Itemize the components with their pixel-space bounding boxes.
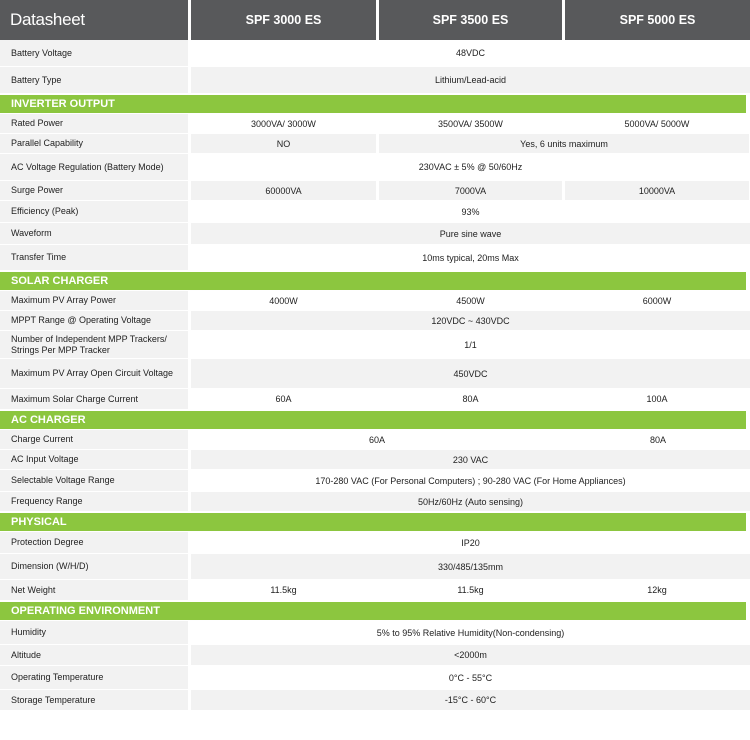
row-label: Selectable Voltage Range [0,470,188,491]
row-label: Operating Temperature [0,666,188,689]
row-label: Transfer Time [0,245,188,270]
row-parallel-capability [0,134,750,154]
section-solar-charger: SOLAR CHARGER [0,272,746,290]
value-model-1: 60000VA [191,181,376,200]
row-label: Parallel Capability [0,134,188,153]
row-label: Maximum Solar Charge Current [0,389,188,409]
row-label: Charge Current [0,430,188,449]
row-label: Humidity [0,621,188,644]
datasheet-title: Datasheet [0,0,188,40]
header-row [0,0,750,40]
value-model-2-3: Yes, 6 units maximum [379,134,749,153]
row-value: 230VAC ± 5% @ 50/60Hz [191,154,750,180]
row-value: Pure sine wave [191,223,750,244]
row-label: Battery Voltage [0,40,188,66]
value-model-1-2: 60A [191,430,563,449]
row-value: 450VDC [191,359,750,388]
row-value: IP20 [191,532,750,553]
row-label: Surge Power [0,181,188,200]
row-label: Net Weight [0,580,188,600]
row-value: 10ms typical, 20ms Max [191,245,750,270]
row-waveform [0,223,750,245]
row-value: 5% to 95% Relative Humidity(Non-condensing) [191,621,750,644]
row-charge-current [0,430,750,450]
value-model-1: 3000VA/ 3000W [191,114,376,133]
row-transfer-time [0,245,750,271]
row-rated-power [0,114,750,134]
row-net-weight [0,580,750,601]
model-header-2: SPF 3500 ES [379,0,562,40]
row-value: 93% [191,201,750,222]
row-label: AC Voltage Regulation (Battery Mode) [0,154,188,180]
row-pv-open-circuit [0,359,750,389]
row-label: AC Input Voltage [0,450,188,469]
row-value: 50Hz/60Hz (Auto sensing) [191,492,750,511]
row-label: Frequency Range [0,492,188,511]
value-model-2: 4500W [379,291,562,310]
value-model-2: 80A [379,389,562,409]
row-ac-voltage-regulation [0,154,750,181]
row-value: 120VDC ~ 430VDC [191,311,750,330]
value-model-3: 10000VA [565,181,749,200]
row-frequency-range [0,492,750,512]
model-header-3: SPF 5000 ES [565,0,750,40]
value-model-2: 11.5kg [379,580,562,600]
row-mpp-trackers [0,331,750,359]
row-value: 48VDC [191,40,750,66]
row-altitude [0,645,750,666]
row-operating-temperature [0,666,750,690]
row-battery-type [0,67,750,94]
row-label: Maximum PV Array Open Circuit Voltage [0,359,188,388]
value-model-1: 11.5kg [191,580,376,600]
row-label: Protection Degree [0,532,188,553]
row-humidity [0,621,750,645]
value-model-1: NO [191,134,376,153]
row-label: Dimension (W/H/D) [0,554,188,579]
row-value: -15°C - 60°C [191,690,750,710]
row-mppt-range [0,311,750,331]
row-battery-voltage [0,40,750,67]
value-model-1: 4000W [191,291,376,310]
row-label: Maximum PV Array Power [0,291,188,310]
row-label: MPPT Range @ Operating Voltage [0,311,188,330]
row-label: Efficiency (Peak) [0,201,188,222]
row-efficiency [0,201,750,223]
row-label: Number of Independent MPP Trackers/ Strings Per MPP Tracker [0,331,188,358]
section-ac-charger: AC CHARGER [0,411,746,429]
row-value: 1/1 [191,331,750,358]
row-selectable-voltage [0,470,750,492]
value-model-3: 5000VA/ 5000W [565,114,749,133]
row-value: <2000m [191,645,750,665]
row-max-solar-current [0,389,750,410]
row-protection-degree [0,532,750,554]
value-model-3: 12kg [565,580,749,600]
row-label: Rated Power [0,114,188,133]
value-model-1: 60A [191,389,376,409]
row-value: 170-280 VAC (For Personal Computers) ; 90-280 VAC (For Home Appliances) [191,470,750,491]
model-header-1: SPF 3000 ES [191,0,376,40]
row-ac-input-voltage [0,450,750,470]
row-label: Storage Temperature [0,690,188,710]
row-value: Lithium/Lead-acid [191,67,750,93]
row-surge-power [0,181,750,201]
row-value: 0°C - 55°C [191,666,750,689]
row-label: Battery Type [0,67,188,93]
row-value: 230 VAC [191,450,750,469]
section-inverter-output: INVERTER OUTPUT [0,95,746,113]
section-physical: PHYSICAL [0,513,746,531]
row-label: Altitude [0,645,188,665]
row-label: Waveform [0,223,188,244]
value-model-2: 3500VA/ 3500W [379,114,562,133]
value-model-2: 7000VA [379,181,562,200]
value-model-3: 6000W [565,291,749,310]
section-operating-environment: OPERATING ENVIRONMENT [0,602,746,620]
value-model-3: 80A [566,430,750,449]
row-dimension [0,554,750,580]
row-value: 330/485/135mm [191,554,750,579]
value-model-3: 100A [565,389,749,409]
row-max-pv-power [0,291,750,311]
row-storage-temperature [0,690,750,711]
